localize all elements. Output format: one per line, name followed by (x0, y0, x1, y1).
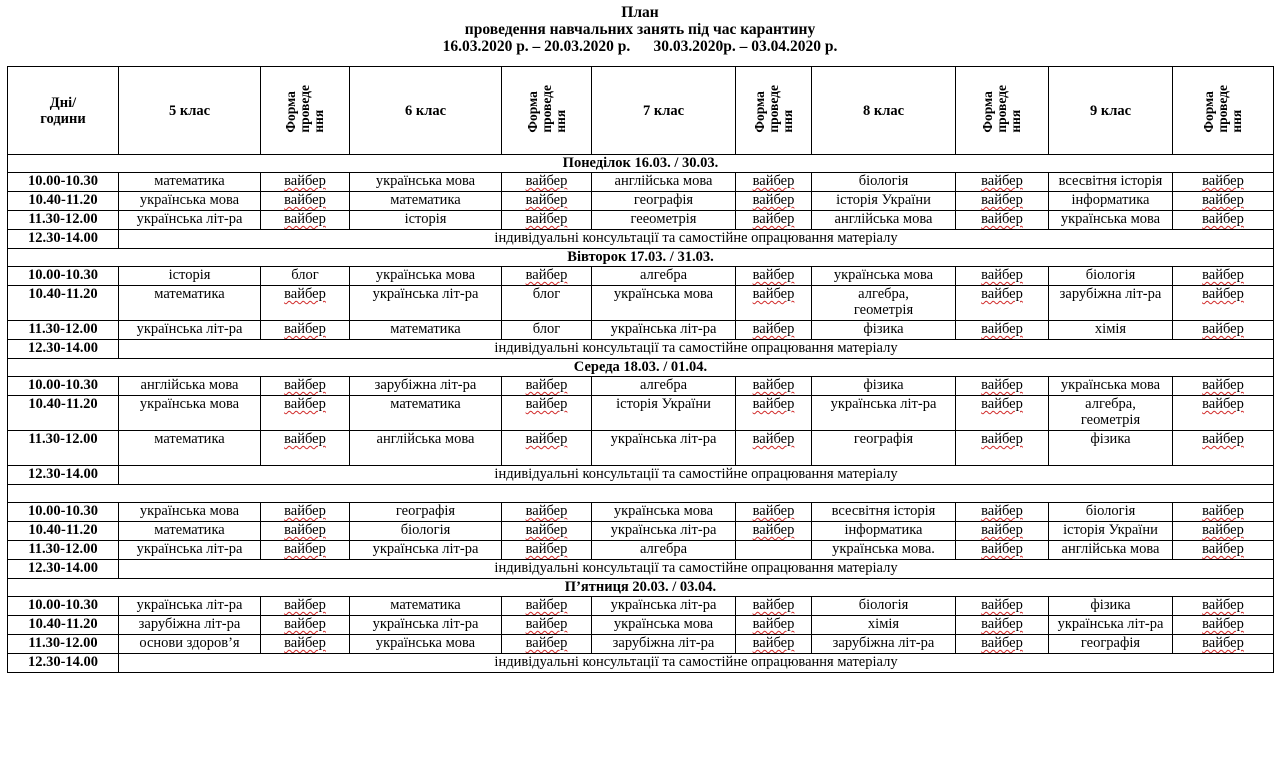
form-value: вайбер (752, 616, 795, 632)
subject-cell: історія України (812, 192, 956, 211)
form-cell (956, 522, 1049, 541)
subject-cell: математика (119, 173, 261, 192)
form-cell (502, 597, 592, 616)
form-cell (1173, 396, 1274, 431)
form-cell (261, 522, 350, 541)
form-value: вайбер (752, 503, 795, 519)
form-value: вайбер (1202, 522, 1244, 538)
header-class-8: 8 клас (812, 67, 956, 155)
form-value: вайбер (1202, 396, 1244, 412)
form-value: вайбер (525, 396, 568, 412)
form-cell (502, 541, 592, 560)
subject-cell: математика (119, 431, 261, 466)
form-value: вайбер (525, 377, 568, 393)
subject-cell: математика (119, 522, 261, 541)
time-slot: 11.30-12.00 (8, 431, 119, 466)
subject-cell: географія (592, 192, 736, 211)
form-cell (502, 522, 592, 541)
lesson-row (8, 503, 1274, 522)
title-line-2: проведення навчальних занять під час карантину (464, 21, 816, 38)
header-form: Форма проведе ння (502, 67, 592, 155)
schedule-body (8, 155, 1274, 673)
time-slot: 10.00-10.30 (8, 597, 119, 616)
header-form: Форма проведе ння (261, 67, 350, 155)
form-value: вайбер (525, 503, 568, 519)
header-form: Форма проведе ння (956, 67, 1049, 155)
form-value: блог (532, 321, 561, 337)
subject-cell: алгебра, геометрія (1049, 396, 1173, 431)
form-cell (261, 377, 350, 396)
subject-cell: геeoметрія (592, 211, 736, 230)
form-cell (502, 286, 592, 321)
form-cell (736, 211, 812, 230)
form-cell (502, 503, 592, 522)
subject-cell: українська мова (1049, 211, 1173, 230)
form-value: вайбер (981, 286, 1023, 302)
lesson-row (8, 597, 1274, 616)
subject-cell: українська літ-ра (350, 541, 502, 560)
form-cell (1173, 173, 1274, 192)
consultation-text: індивідуальні консультації та самостійне опрацювання матеріалу (119, 340, 1274, 359)
day-header-row (8, 579, 1274, 597)
consultation-row (8, 340, 1274, 359)
day-label (8, 485, 1274, 503)
form-value: вайбер (525, 522, 568, 538)
lesson-row (8, 377, 1274, 396)
subject-cell: зарубіжна літ-ра (350, 377, 502, 396)
form-value: вайбер (284, 211, 326, 227)
form-value: вайбер (981, 377, 1023, 393)
subject-cell: математика (350, 192, 502, 211)
time-slot: 10.40-11.20 (8, 192, 119, 211)
subject-cell: біологія (1049, 503, 1173, 522)
header-class-9: 9 клас (1049, 67, 1173, 155)
form-value: вайбер (981, 173, 1023, 189)
form-cell (1173, 635, 1274, 654)
form-cell (502, 431, 592, 466)
form-value: вайбер (981, 192, 1023, 208)
subject-cell: українська мова (119, 396, 261, 431)
form-value: вайбер (1202, 635, 1244, 651)
lesson-row (8, 541, 1274, 560)
lesson-row (8, 286, 1274, 321)
form-value: вайбер (525, 431, 568, 447)
subject-cell: англійська мова (350, 431, 502, 466)
form-value: блог (532, 286, 561, 302)
time-slot: 12.30-14.00 (8, 230, 119, 249)
subject-cell: біологія (350, 522, 502, 541)
form-value: вайбер (752, 396, 795, 412)
day-label: Вівторок 17.03. / 31.03. (8, 249, 1274, 267)
subject-cell: географія (1049, 635, 1173, 654)
time-slot: 12.30-14.00 (8, 466, 119, 485)
form-cell (1173, 377, 1274, 396)
form-value: вайбер (1202, 192, 1244, 208)
subject-cell: зарубіжна літ-ра (119, 616, 261, 635)
subject-cell: українська мова (592, 503, 736, 522)
form-value: вайбер (752, 286, 795, 302)
lesson-row (8, 321, 1274, 340)
header-form: Форма проведе ння (736, 67, 812, 155)
subject-cell: українська мова (350, 173, 502, 192)
consultation-text: індивідуальні консультації та самостійне опрацювання матеріалу (119, 230, 1274, 249)
form-cell (736, 635, 812, 654)
day-label: Понеділок 16.03. / 30.03. (8, 155, 1274, 173)
form-value: вайбер (525, 635, 568, 651)
form-cell (956, 192, 1049, 211)
form-value: вайбер (525, 211, 568, 227)
subject-cell: зарубіжна літ-ра (1049, 286, 1173, 321)
form-cell (261, 396, 350, 431)
time-slot: 10.40-11.20 (8, 396, 119, 431)
form-value: вайбер (752, 192, 795, 208)
form-value: вайбер (752, 635, 795, 651)
form-cell (502, 211, 592, 230)
form-cell (261, 321, 350, 340)
subject-cell: англійська мова (592, 173, 736, 192)
form-value: вайбер (284, 431, 326, 447)
form-value: вайбер (284, 522, 326, 538)
form-cell (1173, 192, 1274, 211)
form-cell (261, 211, 350, 230)
subject-cell: історія України (1049, 522, 1173, 541)
form-value: вайбер (1202, 377, 1244, 393)
header-row (8, 67, 1274, 155)
form-value: вайбер (752, 377, 795, 393)
consultation-row (8, 466, 1274, 485)
form-cell (956, 377, 1049, 396)
subject-cell: зарубіжна літ-ра (592, 635, 736, 654)
lesson-row (8, 616, 1274, 635)
form-cell (1173, 431, 1274, 466)
subject-cell: українська літ-ра (119, 541, 261, 560)
form-value: вайбер (1202, 597, 1244, 613)
form-value: вайбер (981, 211, 1023, 227)
subject-cell: українська мова (592, 616, 736, 635)
subject-cell: українська мова. (812, 541, 956, 560)
form-value: вайбер (981, 321, 1023, 337)
form-cell (1173, 522, 1274, 541)
subject-cell: фізика (812, 377, 956, 396)
title-line-3: 16.03.2020 р. – 20.03.2020 р. 30.03.2020р. – 03.04.2020 р. (442, 38, 838, 55)
subject-cell: українська літ-ра (592, 431, 736, 466)
form-cell (261, 192, 350, 211)
form-value: вайбер (525, 192, 568, 208)
form-value: вайбер (525, 541, 568, 557)
header-days-hours: Дні/ години (8, 67, 119, 155)
subject-cell: алгебра (592, 267, 736, 286)
form-value: вайбер (525, 597, 568, 613)
subject-cell: українська літ-ра (592, 522, 736, 541)
title-line-1: План (621, 4, 659, 21)
form-cell (956, 286, 1049, 321)
subject-cell: біологія (812, 173, 956, 192)
lesson-row (8, 173, 1274, 192)
form-cell (956, 635, 1049, 654)
form-value: вайбер (284, 286, 326, 302)
form-cell (1173, 616, 1274, 635)
form-cell (736, 616, 812, 635)
form-cell (261, 597, 350, 616)
schedule-table (7, 66, 1274, 673)
form-cell (736, 396, 812, 431)
form-cell (736, 286, 812, 321)
subject-cell: українська літ-ра (592, 597, 736, 616)
form-cell (502, 377, 592, 396)
form-value: вайбер (981, 522, 1023, 538)
form-cell (736, 431, 812, 466)
time-slot: 12.30-14.00 (8, 560, 119, 579)
header-class-5: 5 клас (119, 67, 261, 155)
form-value: вайбер (752, 321, 795, 337)
subject-cell: біологія (812, 597, 956, 616)
day-label: П’ятниця 20.03. / 03.04. (8, 579, 1274, 597)
subject-cell: українська мова (812, 267, 956, 286)
form-cell (736, 503, 812, 522)
form-cell (1173, 286, 1274, 321)
subject-cell: хімія (1049, 321, 1173, 340)
form-cell (956, 173, 1049, 192)
form-cell (502, 173, 592, 192)
form-cell (502, 616, 592, 635)
form-value: вайбер (1202, 321, 1244, 337)
form-value: вайбер (981, 597, 1023, 613)
subject-cell: інформатика (812, 522, 956, 541)
header-form: Форма проведе ння (1173, 67, 1274, 155)
form-cell (736, 597, 812, 616)
form-value: вайбер (752, 597, 795, 613)
time-slot: 10.00-10.30 (8, 503, 119, 522)
form-value: вайбер (284, 321, 326, 337)
subject-cell: українська мова (119, 503, 261, 522)
form-value: вайбер (981, 431, 1023, 447)
day-header-row (8, 249, 1274, 267)
form-value: вайбер (1202, 173, 1244, 189)
form-value: вайбер (1202, 211, 1244, 227)
subject-cell: всесвітня історія (1049, 173, 1173, 192)
subject-cell: українська мова (350, 635, 502, 654)
time-slot: 10.40-11.20 (8, 522, 119, 541)
subject-cell: історія (350, 211, 502, 230)
subject-cell: англійська мова (812, 211, 956, 230)
lesson-row (8, 522, 1274, 541)
lesson-row (8, 267, 1274, 286)
consultation-text: індивідуальні консультації та самостійне опрацювання матеріалу (119, 654, 1274, 673)
time-slot: 12.30-14.00 (8, 340, 119, 359)
form-value: вайбер (284, 635, 326, 651)
form-value: вайбер (1202, 431, 1244, 447)
form-cell (736, 192, 812, 211)
subject-cell: математика (119, 286, 261, 321)
form-cell (736, 377, 812, 396)
form-cell (956, 503, 1049, 522)
form-cell (956, 321, 1049, 340)
form-cell (956, 396, 1049, 431)
form-value: вайбер (284, 541, 326, 557)
time-slot: 11.30-12.00 (8, 541, 119, 560)
form-value: вайбер (284, 396, 326, 412)
form-value: вайбер (284, 503, 326, 519)
form-value: вайбер (284, 377, 326, 393)
form-cell (1173, 321, 1274, 340)
form-value: вайбер (1202, 541, 1244, 557)
form-cell (261, 173, 350, 192)
form-cell (502, 396, 592, 431)
subject-cell: географія (350, 503, 502, 522)
subject-cell: англійська мова (1049, 541, 1173, 560)
time-slot: 10.00-10.30 (8, 267, 119, 286)
time-slot: 10.00-10.30 (8, 173, 119, 192)
form-value: вайбер (981, 503, 1023, 519)
form-cell (956, 431, 1049, 466)
form-value: вайбер (1202, 616, 1244, 632)
form-value: вайбер (525, 267, 568, 283)
form-value: вайбер (981, 396, 1023, 412)
subject-cell: всесвітня історія (812, 503, 956, 522)
subject-cell: українська літ-ра (119, 597, 261, 616)
subject-cell: англійська мова (119, 377, 261, 396)
time-slot: 10.00-10.30 (8, 377, 119, 396)
form-cell (502, 321, 592, 340)
form-value: вайбер (1202, 267, 1244, 283)
consultation-text: індивідуальні консультації та самостійне опрацювання матеріалу (119, 560, 1274, 579)
form-cell (1173, 211, 1274, 230)
form-value: вайбер (284, 616, 326, 632)
day-label: Середа 18.03. / 01.04. (8, 359, 1274, 377)
subject-cell: інформатика (1049, 192, 1173, 211)
subject-cell: історія України (592, 396, 736, 431)
form-cell (1173, 503, 1274, 522)
subject-cell: зарубіжна літ-ра (812, 635, 956, 654)
form-value: вайбер (284, 173, 326, 189)
lesson-row (8, 431, 1274, 466)
form-value: вайбер (981, 616, 1023, 632)
subject-cell: алгебра, геометрія (812, 286, 956, 321)
form-cell (956, 597, 1049, 616)
form-cell (261, 286, 350, 321)
form-cell (502, 267, 592, 286)
form-cell (736, 321, 812, 340)
subject-cell: математика (350, 321, 502, 340)
document-title (0, 0, 1280, 62)
subject-cell: українська мова (592, 286, 736, 321)
form-value: вайбер (752, 522, 795, 538)
form-cell (736, 267, 812, 286)
form-cell (261, 616, 350, 635)
lesson-row (8, 192, 1274, 211)
form-cell (1173, 541, 1274, 560)
form-value: вайбер (525, 616, 568, 632)
subject-cell: біологія (1049, 267, 1173, 286)
day-header-row (8, 155, 1274, 173)
subject-cell: українська мова (1049, 377, 1173, 396)
subject-cell: українська мова (119, 192, 261, 211)
day-header-row (8, 359, 1274, 377)
form-cell (956, 267, 1049, 286)
subject-cell: математика (350, 396, 502, 431)
consultation-row (8, 560, 1274, 579)
lesson-row (8, 211, 1274, 230)
form-value: вайбер (525, 173, 568, 189)
subject-cell: українська літ-ра (119, 211, 261, 230)
subject-cell: алгебра (592, 377, 736, 396)
form-cell (736, 541, 812, 560)
time-slot: 10.40-11.20 (8, 616, 119, 635)
consultation-text: індивідуальні консультації та самостійне опрацювання матеріалу (119, 466, 1274, 485)
subject-cell: основи здоров’я (119, 635, 261, 654)
consultation-row (8, 230, 1274, 249)
header-class-6: 6 клас (350, 67, 502, 155)
form-cell (736, 522, 812, 541)
form-value: вайбер (981, 541, 1023, 557)
time-slot: 11.30-12.00 (8, 321, 119, 340)
subject-cell: географія (812, 431, 956, 466)
subject-cell: українська літ-ра (592, 321, 736, 340)
subject-cell: історія (119, 267, 261, 286)
form-cell (1173, 597, 1274, 616)
subject-cell: фізика (1049, 431, 1173, 466)
form-value: блог (291, 267, 319, 283)
subject-cell: українська літ-ра (1049, 616, 1173, 635)
form-value: вайбер (752, 431, 795, 447)
consultation-row (8, 654, 1274, 673)
form-cell (1173, 267, 1274, 286)
form-cell (956, 616, 1049, 635)
subject-cell: фізика (812, 321, 956, 340)
day-header-row (8, 485, 1274, 503)
form-cell (502, 192, 592, 211)
subject-cell: українська літ-ра (119, 321, 261, 340)
form-cell (261, 431, 350, 466)
lesson-row (8, 396, 1274, 431)
form-value: вайбер (752, 173, 795, 189)
subject-cell: українська мова (350, 267, 502, 286)
time-slot: 11.30-12.00 (8, 211, 119, 230)
time-slot: 12.30-14.00 (8, 654, 119, 673)
form-value: вайбер (981, 635, 1023, 651)
subject-cell: математика (350, 597, 502, 616)
form-cell (956, 541, 1049, 560)
form-value: вайбер (1202, 503, 1244, 519)
subject-cell: українська літ-ра (350, 616, 502, 635)
form-value: вайбер (981, 267, 1023, 283)
time-slot: 10.40-11.20 (8, 286, 119, 321)
form-cell (261, 503, 350, 522)
lesson-row (8, 635, 1274, 654)
header-class-7: 7 клас (592, 67, 736, 155)
subject-cell: алгебра (592, 541, 736, 560)
form-value: вайбер (284, 192, 326, 208)
form-value: вайбер (284, 597, 326, 613)
subject-cell: фізика (1049, 597, 1173, 616)
subject-cell: українська літ-ра (812, 396, 956, 431)
form-value: вайбер (1202, 286, 1244, 302)
subject-cell: хімія (812, 616, 956, 635)
form-cell (261, 541, 350, 560)
form-cell (261, 635, 350, 654)
form-cell (736, 173, 812, 192)
form-value: вайбер (752, 211, 795, 227)
time-slot: 11.30-12.00 (8, 635, 119, 654)
subject-cell: українська літ-ра (350, 286, 502, 321)
form-value: вайбер (752, 267, 795, 283)
form-cell (956, 211, 1049, 230)
form-cell (502, 635, 592, 654)
form-cell (261, 267, 350, 286)
